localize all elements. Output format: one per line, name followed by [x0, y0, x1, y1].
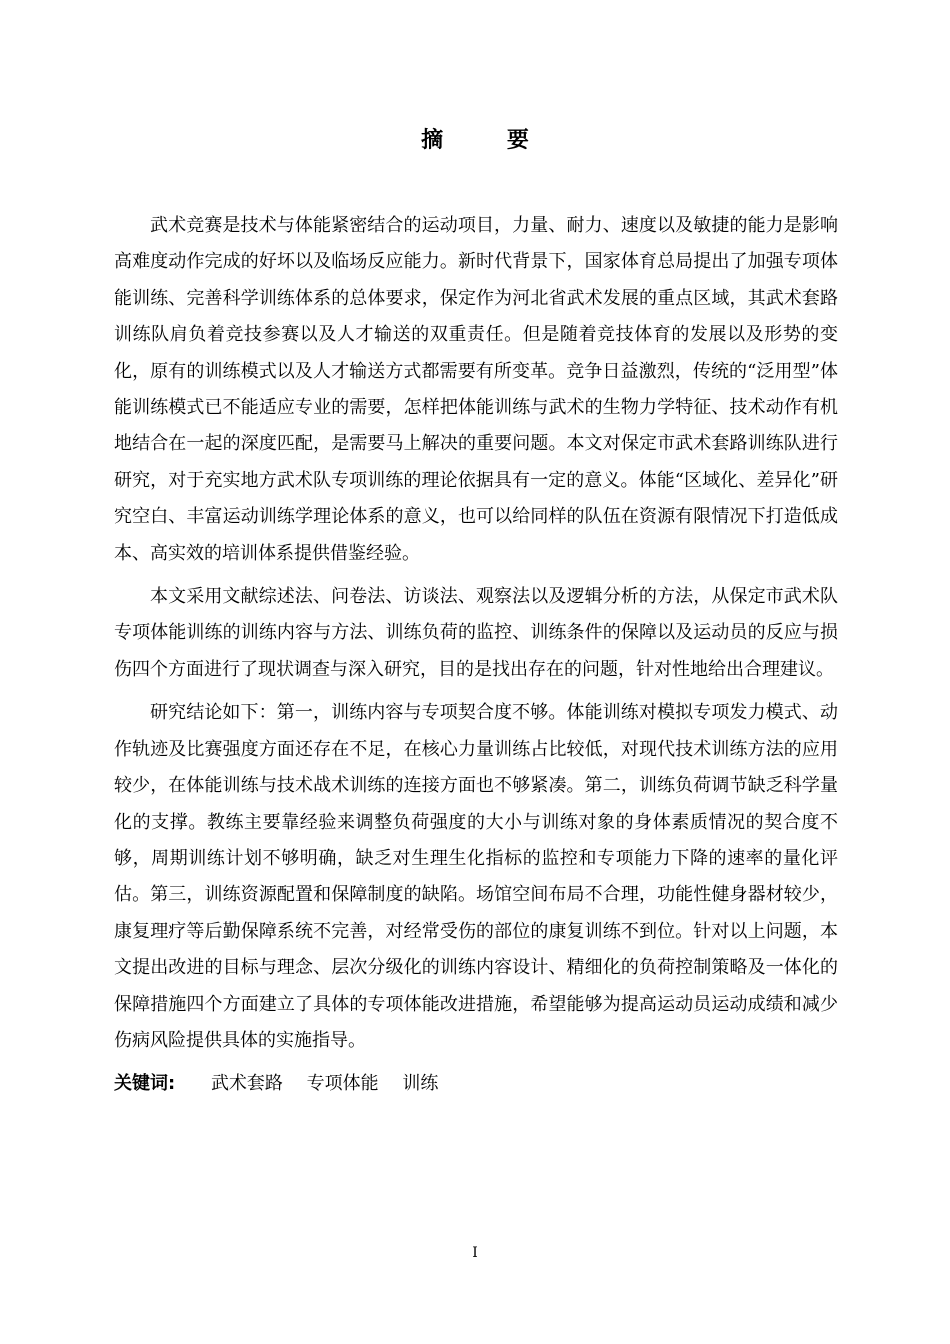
keywords-line [114, 1066, 838, 1102]
keyword-item: 专项体能 [306, 1073, 379, 1095]
abstract-paragraph-2: 本文采用文献综述法、问卷法、访谈法、观察法以及逻辑分析的方法，从保定市武术队专项体能训练的训练内容与方法、训练负荷的监控、训练条件的保障以及运动员的反应与损伤四个方面进行了现状调查与深入研究，目的是找出存在的问题，针对性地给出合理建议。 [114, 586, 838, 680]
keyword-item: 武术套路 [210, 1073, 283, 1095]
abstract-paragraph-3: 研究结论如下：第一，训练内容与专项契合度不够。体能训练对模拟专项发力模式、动作轨迹及比赛强度方面还存在不足，在核心力量训练占比较低，对现代技术训练方法的应用较少，在体能训练与技术战术训练的连接方面也不够紧凑。第二，训练负荷调节缺乏科学量化的支撑。教练主要靠经验来调整负荷强度的大小与训练对象的身体素质情况的契合度不够，周期训练计划不够明确，缺乏对生理生化指标的监控和专项能力下降的速率的量化评估。第三，训练资源配置和保障制度的缺陷。场馆空间布局不合理，功能性健身器材较少，康复理疗等后勤保障系统不完善，对经常受伤的部位的康复训练不到位。针对以上问题，本文提出改进的目标与理念、层次分级化的训练内容设计、精细化的负荷控制策略及一体化的保障措施四个方面建立了具体的专项体能改进措施，希望能够为提高运动员运动成绩和减少伤病风险提供具体的实施指导。 [114, 702, 838, 1051]
abstract-paragraph-1: 武术竞赛是技术与体能紧密结合的运动项目，力量、耐力、速度以及敏捷的能力是影响高难度动作完成的好坏以及临场反应能力。新时代背景下，国家体育总局提出了加强专项体能训练、完善科学训练体系的总体要求，保定作为河北省武术发展的重点区域，其武术套路训练队肩负着竞技参赛以及人才输送的双重责任。但是随着竞技体育的发展以及形势的变化，原有的训练模式以及人才输送方式都需要有所变革。竞争日益激烈，传统的“泛用型”体能训练模式已不能适应专业的需要，怎样把体能训练与武术的生物力学特征、技术动作有机地结合在一起的深度匹配，是需要马上解决的重要问题。本文对保定市武术套路训练队进行研究，对于充实地方武术队专项训练的理论依据具有一定的意义。体能“区域化、差异化”研究空白、丰富运动训练学理论体系的意义，也可以给同样的队伍在资源有限情况下打造低成本、高实效的培训体系提供借鉴经验。 [114, 215, 838, 564]
page-number: I [472, 1245, 478, 1261]
keywords-label: 关键词: [114, 1073, 176, 1095]
keyword-item: 训练 [402, 1073, 439, 1095]
abstract-body [114, 208, 838, 1102]
abstract-title: 摘 要 [421, 128, 557, 153]
